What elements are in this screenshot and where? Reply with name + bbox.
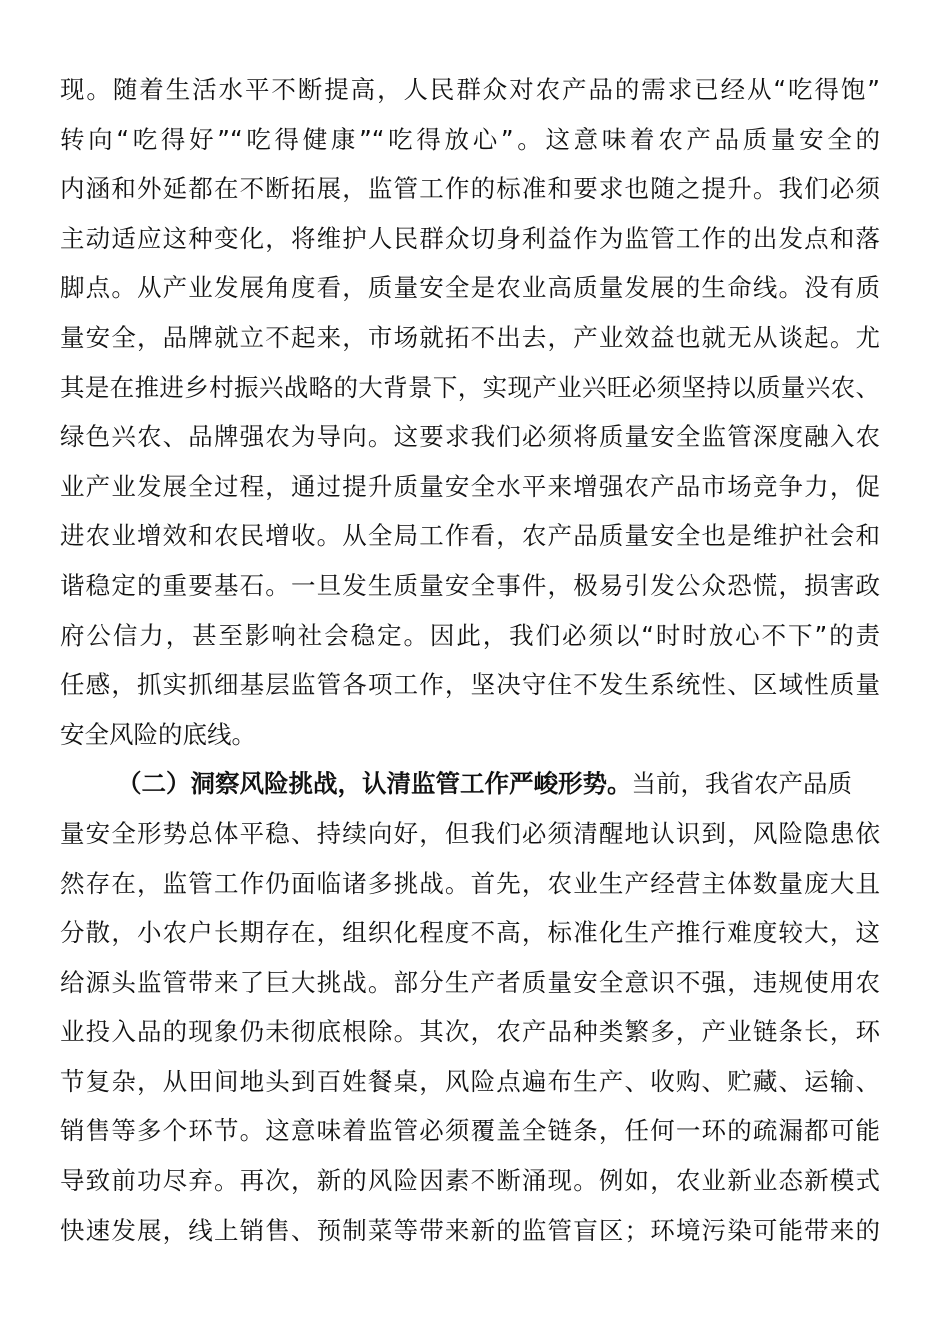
text-line: 业产业发展全过程，通过提升质量安全水平来增强农产品市场竞争力，促 <box>60 471 880 501</box>
text-line: 内涵和外延都在不断拓展，监管工作的标准和要求也随之提升。我们必须 <box>60 174 880 204</box>
text-line: 业投入品的现象仍未彻底根除。其次，农产品种类繁多，产业链条长，环 <box>60 1017 880 1047</box>
text-line: 安全风险的底线。 <box>60 719 256 749</box>
text-line: 绿色兴农、品牌强农为导向。这要求我们必须将质量安全监管深度融入农 <box>60 422 880 452</box>
text-line: 转向“吃得好”“吃得健康”“吃得放心”。这意味着农产品质量安全的 <box>60 124 880 154</box>
body-text <box>60 65 880 1255</box>
text-line: 任感，抓实抓细基层监管各项工作，坚决守住不发生系统性、区域性质量 <box>60 670 880 700</box>
text-line: 谐稳定的重要基石。一旦发生质量安全事件，极易引发公众恐慌，损害政 <box>60 570 880 600</box>
section-heading: （二）洞察风险挑战，认清监管工作严峻形势。 <box>117 769 632 799</box>
text-line: 府公信力，甚至影响社会稳定。因此，我们必须以“时时放心不下”的责 <box>60 620 880 650</box>
section-heading-continuation: 当前，我省农产品质 <box>631 769 852 799</box>
text-line: 分散，小农户长期存在，组织化程度不高，标准化生产推行难度较大，这 <box>60 918 880 948</box>
text-line: 快速发展，线上销售、预制菜等带来新的监管盲区；环境污染可能带来的 <box>60 1215 880 1245</box>
text-line: 给源头监管带来了巨大挑战。部分生产者质量安全意识不强，违规使用农 <box>60 967 880 997</box>
text-line: 量安全形势总体平稳、持续向好，但我们必须清醒地认识到，风险隐患依 <box>60 818 880 848</box>
text-line: 脚点。从产业发展角度看，质量安全是农业高质量发展的生命线。没有质 <box>60 273 880 303</box>
text-line: 销售等多个环节。这意味着监管必须覆盖全链条，任何一环的疏漏都可能 <box>60 1116 880 1146</box>
text-line: 主动适应这种变化，将维护人民群众切身利益作为监管工作的出发点和落 <box>60 223 880 253</box>
text-line: 其是在推进乡村振兴战略的大背景下，实现产业兴旺必须坚持以质量兴农、 <box>60 372 880 402</box>
text-line: 然存在，监管工作仍面临诸多挑战。首先，农业生产经营主体数量庞大且 <box>60 868 880 898</box>
text-line: 导致前功尽弃。再次，新的风险因素不断涌现。例如，农业新业态新模式 <box>60 1166 880 1196</box>
text-line: 量安全，品牌就立不起来，市场就拓不出去，产业效益也就无从谈起。尤 <box>60 322 880 352</box>
text-line: 进农业增效和农民增收。从全局工作看，农产品质量安全也是维护社会和 <box>60 521 880 551</box>
section-heading-line <box>60 759 880 809</box>
text-line: 节复杂，从田间地头到百姓餐桌，风险点遍布生产、收购、贮藏、运输、 <box>60 1066 880 1096</box>
text-line: 现。随着生活水平不断提高，人民群众对农产品的需求已经从“吃得饱” <box>60 75 880 104</box>
